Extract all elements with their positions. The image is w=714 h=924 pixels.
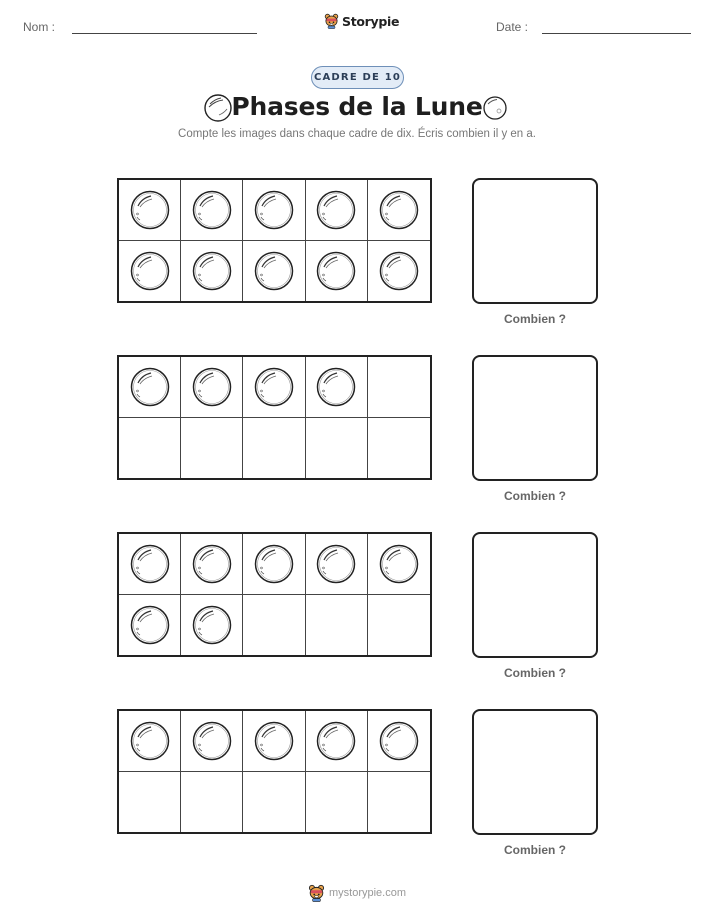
- moon-icon: [130, 190, 170, 230]
- frame-cell: [119, 180, 181, 241]
- frame-cell: [368, 418, 430, 479]
- frame-cell: [306, 357, 368, 418]
- answer-label: Combien ?: [504, 666, 566, 680]
- answer-label: Combien ?: [504, 843, 566, 857]
- frame-cell: [243, 357, 305, 418]
- frame-cell: [306, 595, 368, 656]
- frame-cell: [181, 180, 243, 241]
- instructions: Compte les images dans chaque cadre de dix. Écris combien il y en a.: [178, 128, 536, 140]
- ten-frame: [117, 709, 432, 834]
- moon-icon: [192, 251, 232, 291]
- brand-logo: [324, 13, 399, 29]
- moon-icon: [379, 544, 419, 584]
- frame-cell: [243, 711, 305, 772]
- frame-cell: [119, 418, 181, 479]
- frame-cell: [181, 418, 243, 479]
- frame-cell: [368, 241, 430, 302]
- moon-icon: [192, 544, 232, 584]
- frame-cell: [181, 595, 243, 656]
- frame-cell: [368, 595, 430, 656]
- frame-cell: [368, 357, 430, 418]
- frame-cell: [243, 180, 305, 241]
- moon-icon: [316, 544, 356, 584]
- moon-icon: [316, 251, 356, 291]
- moon-icon: [482, 95, 508, 121]
- answer-label: Combien ?: [504, 489, 566, 503]
- moon-icon: [379, 190, 419, 230]
- frame-cell: [368, 711, 430, 772]
- frame-cell: [368, 534, 430, 595]
- moon-icon: [254, 544, 294, 584]
- ten-frame: [117, 532, 432, 657]
- category-badge: CADRE DE 10: [311, 66, 404, 89]
- moon-icon: [316, 367, 356, 407]
- ten-frame: [117, 178, 432, 303]
- frame-cell: [243, 534, 305, 595]
- frame-cell: [243, 595, 305, 656]
- frame-cell: [306, 180, 368, 241]
- date-label: Date :: [496, 20, 529, 34]
- footer-url: mystorypie.com: [329, 887, 407, 899]
- moon-icon: [192, 605, 232, 645]
- answer-box[interactable]: [472, 355, 598, 481]
- frame-cell: [306, 534, 368, 595]
- brand-name: Storypie: [342, 13, 400, 29]
- footer: [308, 884, 406, 902]
- moon-icon: [130, 721, 170, 761]
- bear-mascot-icon: [324, 13, 339, 29]
- frame-cell: [181, 241, 243, 302]
- frame-cell: [181, 711, 243, 772]
- moon-icon: [192, 367, 232, 407]
- frame-cell: [306, 418, 368, 479]
- ten-frame: [117, 355, 432, 480]
- frame-cell: [119, 534, 181, 595]
- frame-cell: [243, 418, 305, 479]
- moon-icon: [254, 190, 294, 230]
- frame-cell: [119, 357, 181, 418]
- date-line[interactable]: [542, 33, 691, 34]
- frame-cell: [368, 772, 430, 833]
- frame-cell: [119, 595, 181, 656]
- frame-cell: [306, 711, 368, 772]
- frame-cell: [243, 772, 305, 833]
- frame-cell: [306, 241, 368, 302]
- frame-cell: [181, 772, 243, 833]
- moon-icon: [130, 544, 170, 584]
- name-line[interactable]: [72, 33, 257, 34]
- moon-icon: [316, 721, 356, 761]
- frame-cell: [119, 711, 181, 772]
- answer-box[interactable]: [472, 709, 598, 835]
- name-label: Nom :: [23, 20, 56, 34]
- frame-cell: [119, 772, 181, 833]
- frame-cell: [119, 241, 181, 302]
- moon-icon: [130, 251, 170, 291]
- moon-icon: [192, 721, 232, 761]
- frame-cell: [306, 772, 368, 833]
- moon-icon: [316, 190, 356, 230]
- moon-icon: [254, 367, 294, 407]
- frame-cell: [181, 534, 243, 595]
- answer-box[interactable]: [472, 532, 598, 658]
- frame-cell: [368, 180, 430, 241]
- page-title: Phases de la Lune: [231, 92, 483, 121]
- answer-box[interactable]: [472, 178, 598, 304]
- moon-icon: [254, 251, 294, 291]
- frame-cell: [243, 241, 305, 302]
- moon-icon: [130, 367, 170, 407]
- moon-icon: [192, 190, 232, 230]
- frame-cell: [181, 357, 243, 418]
- moon-icon: [254, 721, 294, 761]
- answer-label: Combien ?: [504, 312, 566, 326]
- moon-icon: [379, 721, 419, 761]
- moon-icon: [130, 605, 170, 645]
- bear-mascot-icon: [308, 884, 325, 902]
- moon-icon: [379, 251, 419, 291]
